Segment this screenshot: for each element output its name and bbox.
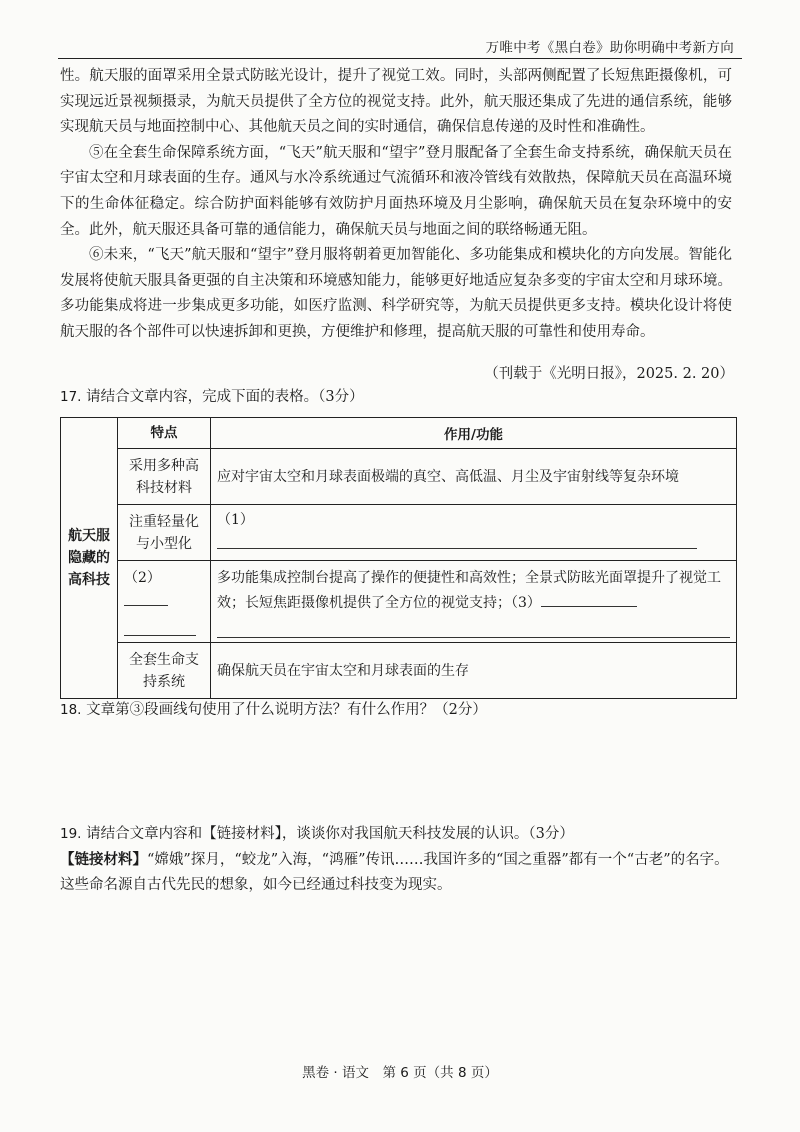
- table-cell-feature: 注重轻量化与小型化: [118, 505, 211, 561]
- blank-label: （1）: [217, 512, 254, 528]
- article-paragraph: ⑥未来，“飞天”航天服和“望宇”登月服将朝着更加智能化、多功能集成和模块化的方向发展。智能化发展将使航天服具备更强的自主决策和环境感知能力，能够更好地适应复杂多变的宇宙太空和月球环境。多功能集成将进一步集成更多功能，如医疗监测、科学研究等，为航天员提供更多支持。模块化设计将使航天服的各个部件可以快速拆卸和更换，方便维护和修理，提高航天服的可靠性和使用寿命。: [60, 247, 732, 340]
- article-source: （刊载于《光明日报》，2025. 2. 20）: [484, 366, 734, 382]
- table-category-cell: [61, 418, 118, 699]
- answer-blank-2-line[interactable]: [124, 619, 196, 636]
- link-material: [60, 848, 732, 898]
- category-line: 隐藏的: [68, 550, 110, 566]
- category-line: 航天服: [68, 528, 110, 544]
- table-cell-function: [211, 561, 737, 643]
- category-line: 高科技: [68, 572, 110, 588]
- table-header-function: 作用/功能: [211, 418, 737, 449]
- feature-table: [60, 417, 737, 699]
- question-17: [60, 385, 732, 410]
- answer-blank-2-cell[interactable]: [118, 561, 211, 643]
- table-cell-feature: 全套生命支持系统: [118, 643, 211, 699]
- question-prompt: 请结合文章内容和【链接材料】，谈谈你对我国航天科技发展的认识。（3分）: [86, 826, 574, 842]
- table-cell-function: 应对宇宙太空和月球表面极端的真空、高低温、月尘及宇宙射线等复杂环境: [211, 449, 737, 505]
- table-cell-function: 确保航天员在宇宙太空和月球表面的生存: [211, 643, 737, 699]
- link-material-text: “嫦娥”探月，“蛟龙”入海，“鸿雁”传讯……我国许多的“国之重器”都有一个“古老”的名字。这些命名源自古代先民的想象，如今已经通过科技变为现实。: [60, 852, 729, 893]
- article-paragraph: 性。航天服的面罩采用全景式防眩光设计，提升了视觉工效。同时，头部两侧配置了长短焦距摄像机，可实现远近景视频摄录，为航天员提供了全方位的视觉支持。此外，航天服还集成了先进的通信系统，能够实现航天员与地面控制中心、其他航天员之间的实时通信，确保信息传递的及时性和准确性。: [60, 68, 732, 136]
- question-number: 17.: [60, 389, 82, 405]
- table-cell-feature: 采用多种高科技材料: [118, 449, 211, 505]
- answer-blank-1[interactable]: [217, 532, 697, 549]
- answer-blank-3[interactable]: [541, 590, 637, 607]
- link-material-label: 【链接材料】: [60, 852, 147, 868]
- article-body: [60, 64, 732, 346]
- question-19: [60, 822, 732, 847]
- question-prompt: 文章第③段画线句使用了什么说明方法？有什么作用？（2分）: [86, 702, 487, 718]
- blank-label: （3）: [511, 594, 541, 611]
- function-text: 多功能集成控制台提高了操作的便捷性和高效性；全景式防眩光面罩提升了视觉工效；长短焦距摄像机提供了全方位的视觉支持；: [217, 569, 721, 611]
- blank-label: （2）: [124, 570, 161, 586]
- page-footer: 黑卷 · 语文 第 6 页（共 8 页）: [302, 1065, 498, 1081]
- answer-blank-1-cell[interactable]: [211, 505, 737, 561]
- header-rule: [58, 58, 742, 59]
- question-number: 19.: [60, 826, 82, 842]
- table-header-feature: 特点: [118, 418, 211, 449]
- article-paragraph: ⑤在全套生命保障系统方面，“飞天”航天服和“望宇”登月服配备了全套生命支持系统，确保航天员在宇宙太空和月球表面的生存。通风与水冷系统通过气流循环和液冷管线有效散热，保障航天员在高温环境下的生命体征稳定。综合防护面料能够有效防护月面热环境及月尘影响，确保航天员在复杂环境中的安全。此外，航天服还具备可靠的通信能力，确保航天员与地面之间的联络畅通无阻。: [60, 144, 732, 238]
- page-header: 万唯中考《黑白卷》助你明确中考新方向: [485, 40, 734, 56]
- answer-blank-2[interactable]: [124, 589, 168, 606]
- question-prompt: 请结合文章内容，完成下面的表格。（3分）: [86, 389, 364, 405]
- answer-blank-3-line[interactable]: [217, 615, 730, 638]
- question-18: [60, 698, 732, 723]
- question-number: 18.: [60, 702, 82, 718]
